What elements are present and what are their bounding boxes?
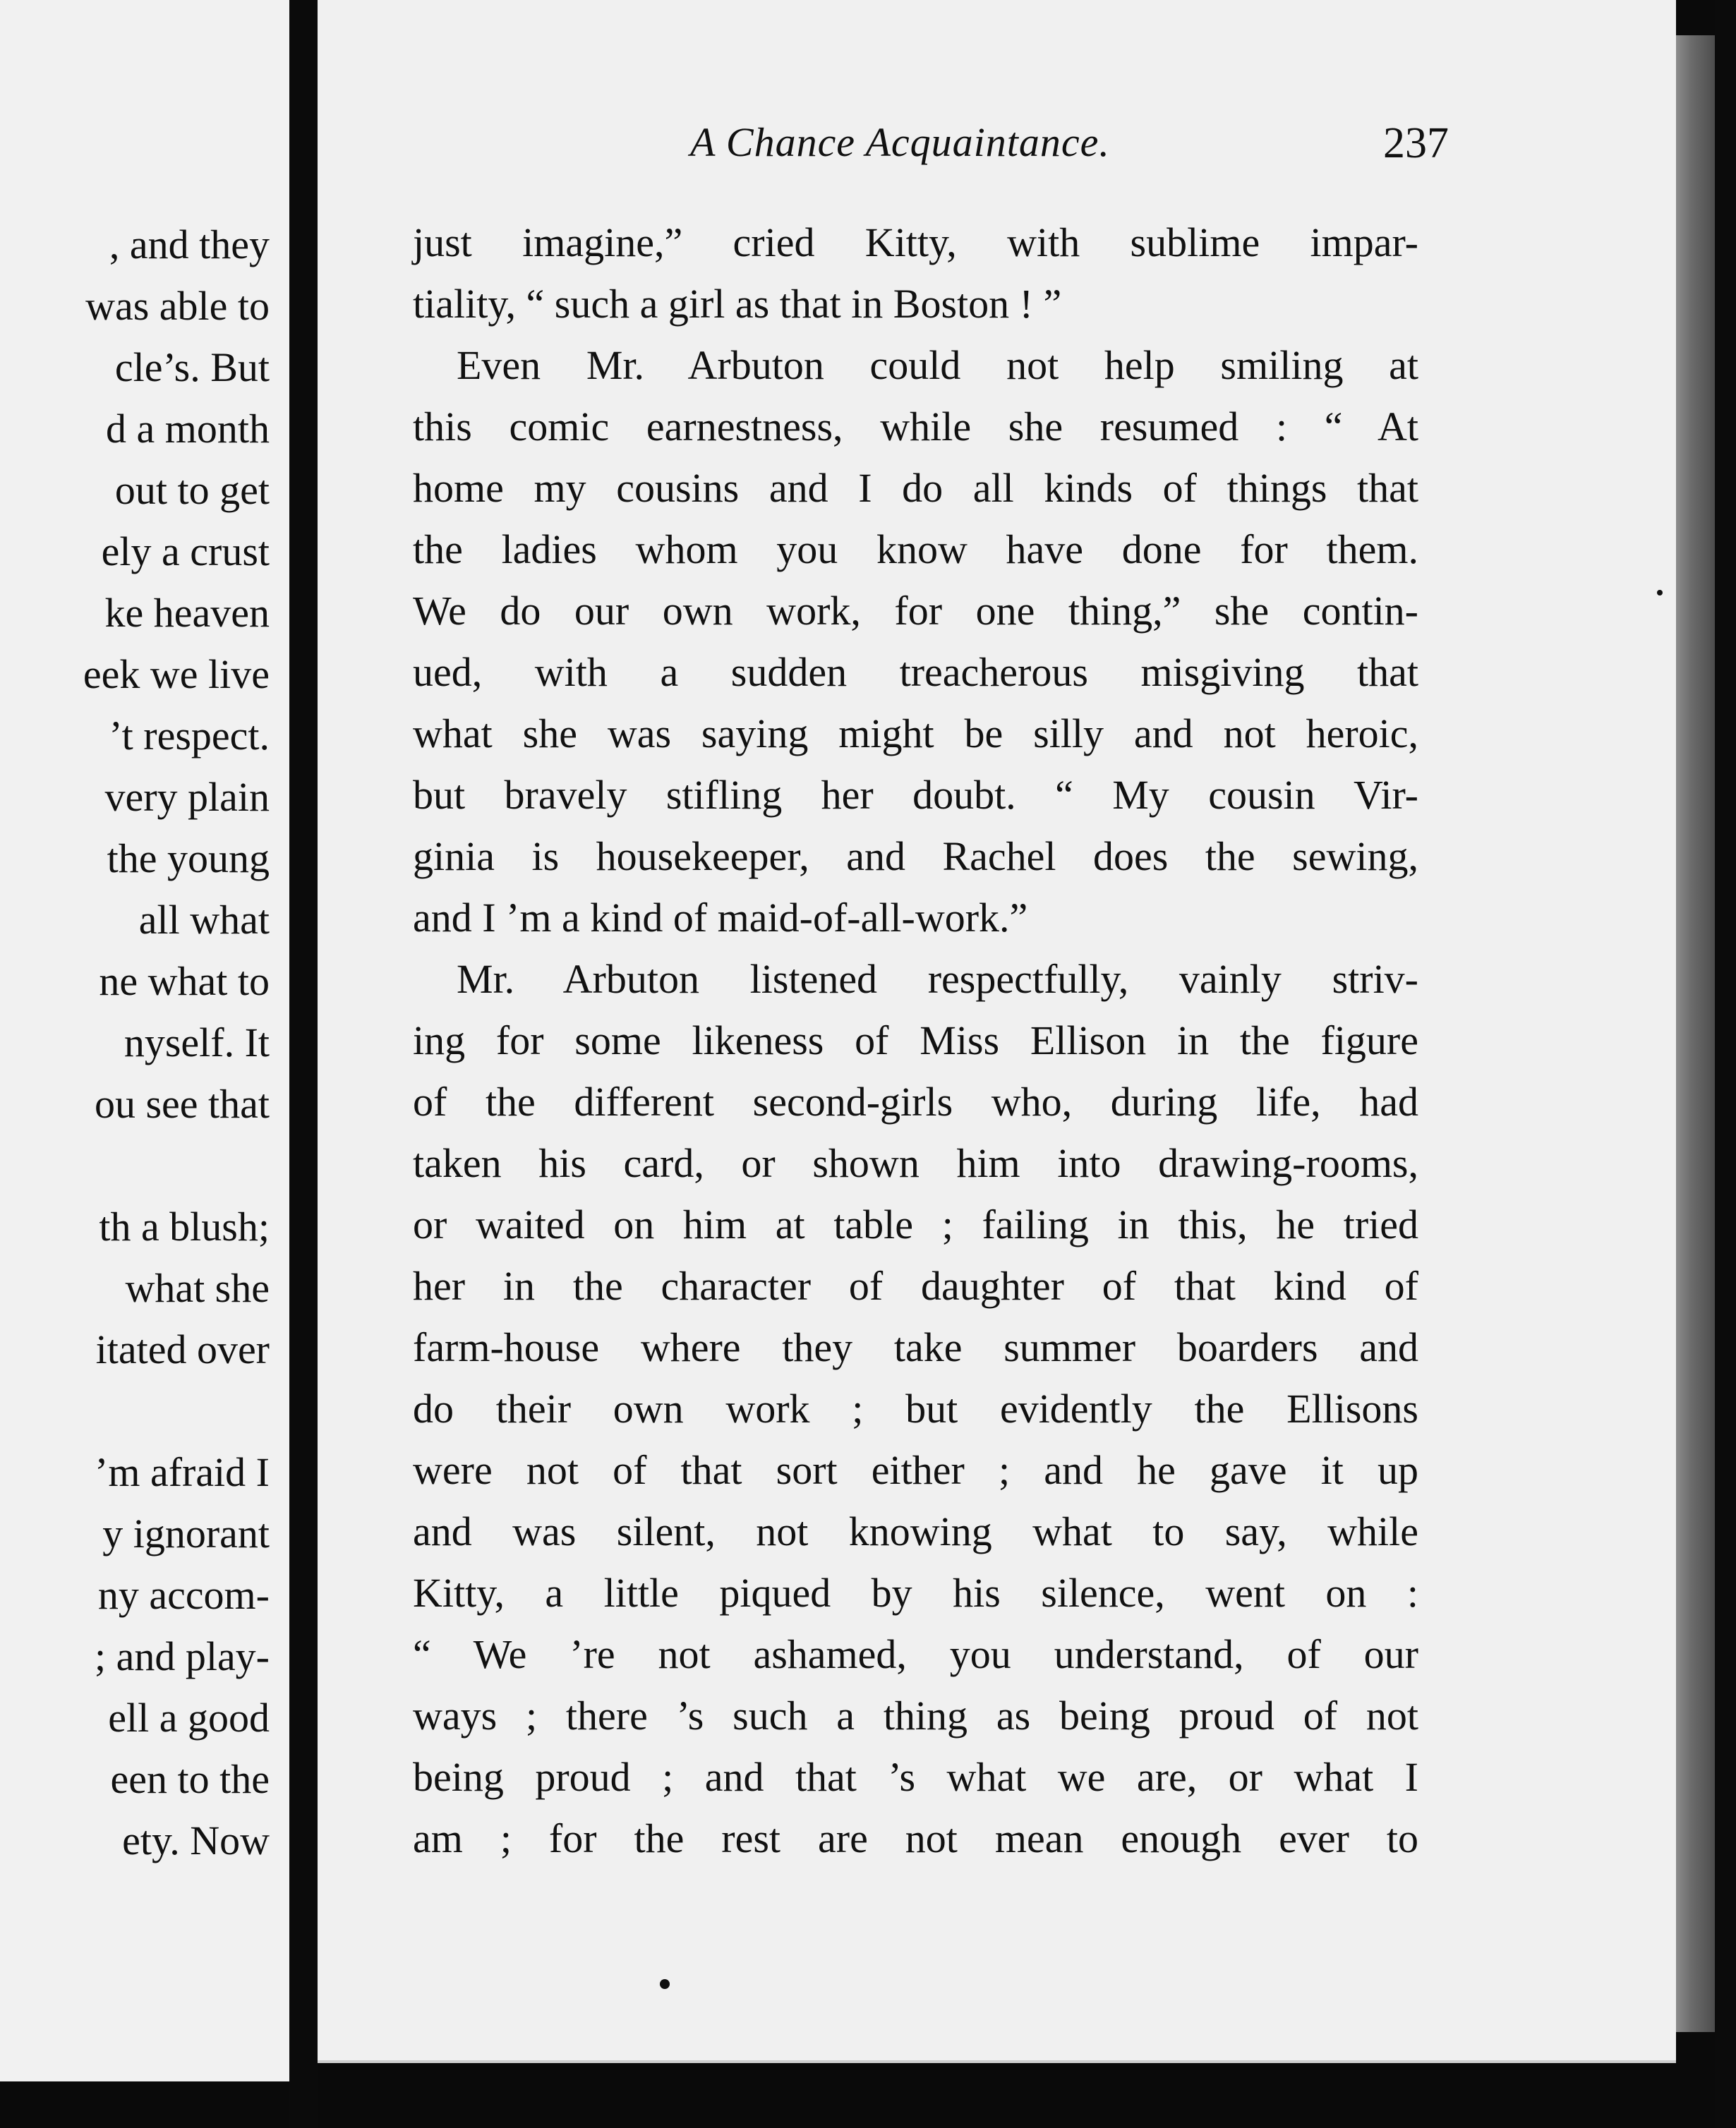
text-line: being proud ; and that ’s what we are, or what I <box>413 1754 1418 1800</box>
left-line: ety. Now <box>122 1818 270 1863</box>
left-line: the young <box>107 835 270 881</box>
left-line: ; and play- <box>94 1633 270 1679</box>
page-edge <box>1676 35 1715 2032</box>
text-line: “ We ’re not ashamed, you understand, of our <box>413 1631 1418 1677</box>
text-line: this comic earnestness, while she resumed : “ At <box>413 404 1418 449</box>
text-line: of the different second-girls who, during life, had <box>413 1079 1418 1125</box>
text-line: were not of that sort either ; and he gave it up <box>413 1447 1418 1493</box>
text-line: her in the character of daughter of that kind of <box>413 1263 1418 1309</box>
text-line: ing for some likeness of Miss Ellison in the figure <box>413 1017 1418 1063</box>
page-number: 237 <box>1383 119 1449 167</box>
left-line: y ignorant <box>102 1511 270 1556</box>
text-line: home my cousins and I do all kinds of things that <box>413 465 1418 511</box>
left-line: what she <box>125 1265 270 1311</box>
left-line: ’m afraid I <box>95 1449 270 1495</box>
paragraph-start-line: Mr. Arbuton listened respectfully, vainly striv- <box>457 956 1418 1002</box>
left-line: ny accom- <box>97 1572 270 1618</box>
left-line: th a blush; <box>99 1204 270 1250</box>
left-line: all what <box>138 897 270 943</box>
running-title: A Chance Acquaintance. <box>690 119 1110 165</box>
left-line <box>0 1380 270 1441</box>
text-line: and was silent, not knowing what to say, while <box>413 1509 1418 1554</box>
book-gutter <box>289 0 318 2128</box>
left-line: ke heaven <box>104 590 270 636</box>
left-line: cle’s. But <box>114 344 270 390</box>
left-line: nyself. It <box>123 1020 270 1065</box>
text-line: but bravely stifling her doubt. “ My cousin Vir- <box>413 772 1418 818</box>
left-line: eek we live <box>83 651 270 697</box>
ink-speck <box>660 1979 670 1989</box>
text-line: what she was saying might be silly and not heroic, <box>413 711 1418 756</box>
left-line: d a month <box>106 406 270 452</box>
ink-speck <box>1657 590 1663 596</box>
text-line: do their own work ; but evidently the Ellisons <box>413 1386 1418 1432</box>
left-line: very plain <box>104 774 270 820</box>
text-line: Kitty, a little piqued by his silence, went on : <box>413 1570 1418 1616</box>
left-line: ou see that <box>94 1081 270 1127</box>
paragraph-start-line: Even Mr. Arbuton could not help smiling at <box>457 342 1418 388</box>
left-line: , and they <box>109 222 270 267</box>
left-line: ne what to <box>99 958 270 1004</box>
text-line: am ; for the rest are not mean enough ever to <box>413 1815 1418 1861</box>
page-header <box>318 119 1676 175</box>
left-line: een to the <box>110 1756 270 1802</box>
left-line: itated over <box>95 1326 270 1372</box>
text-line: ways ; there ’s such a thing as being proud of not <box>413 1693 1418 1739</box>
text-line: ued, with a sudden treacherous misgiving that <box>413 649 1418 695</box>
text-line: ginia is housekeeper, and Rachel does the sewing, <box>413 833 1418 879</box>
left-line: was able to <box>85 283 270 329</box>
text-line: the ladies whom you know have done for them. <box>413 526 1418 572</box>
text-line: just imagine,” cried Kitty, with sublime impar- <box>413 219 1418 265</box>
left-page-text <box>0 214 270 1871</box>
scan-border <box>1715 0 1736 2128</box>
text-line: and I ’m a kind of maid-of-all-work.” <box>413 895 1028 941</box>
main-page <box>318 0 1676 2063</box>
text-line: taken his card, or shown him into drawing-rooms, <box>413 1140 1418 1186</box>
left-page-fragment <box>0 0 294 2081</box>
text-line: or waited on him at table ; failing in this, he tried <box>413 1202 1418 1247</box>
left-line: out to get <box>114 467 270 513</box>
text-line: farm-house where they take summer boarders and <box>413 1324 1418 1370</box>
body-text <box>413 212 1418 1869</box>
left-line: ely a crust <box>101 528 270 574</box>
text-line: tiality, “ such a girl as that in Boston ! ” <box>413 281 1062 327</box>
left-line: ’t respect. <box>109 713 270 758</box>
text-line: We do our own work, for one thing,” she contin- <box>413 588 1418 634</box>
left-line <box>0 1135 270 1196</box>
left-line: ell a good <box>108 1695 270 1741</box>
